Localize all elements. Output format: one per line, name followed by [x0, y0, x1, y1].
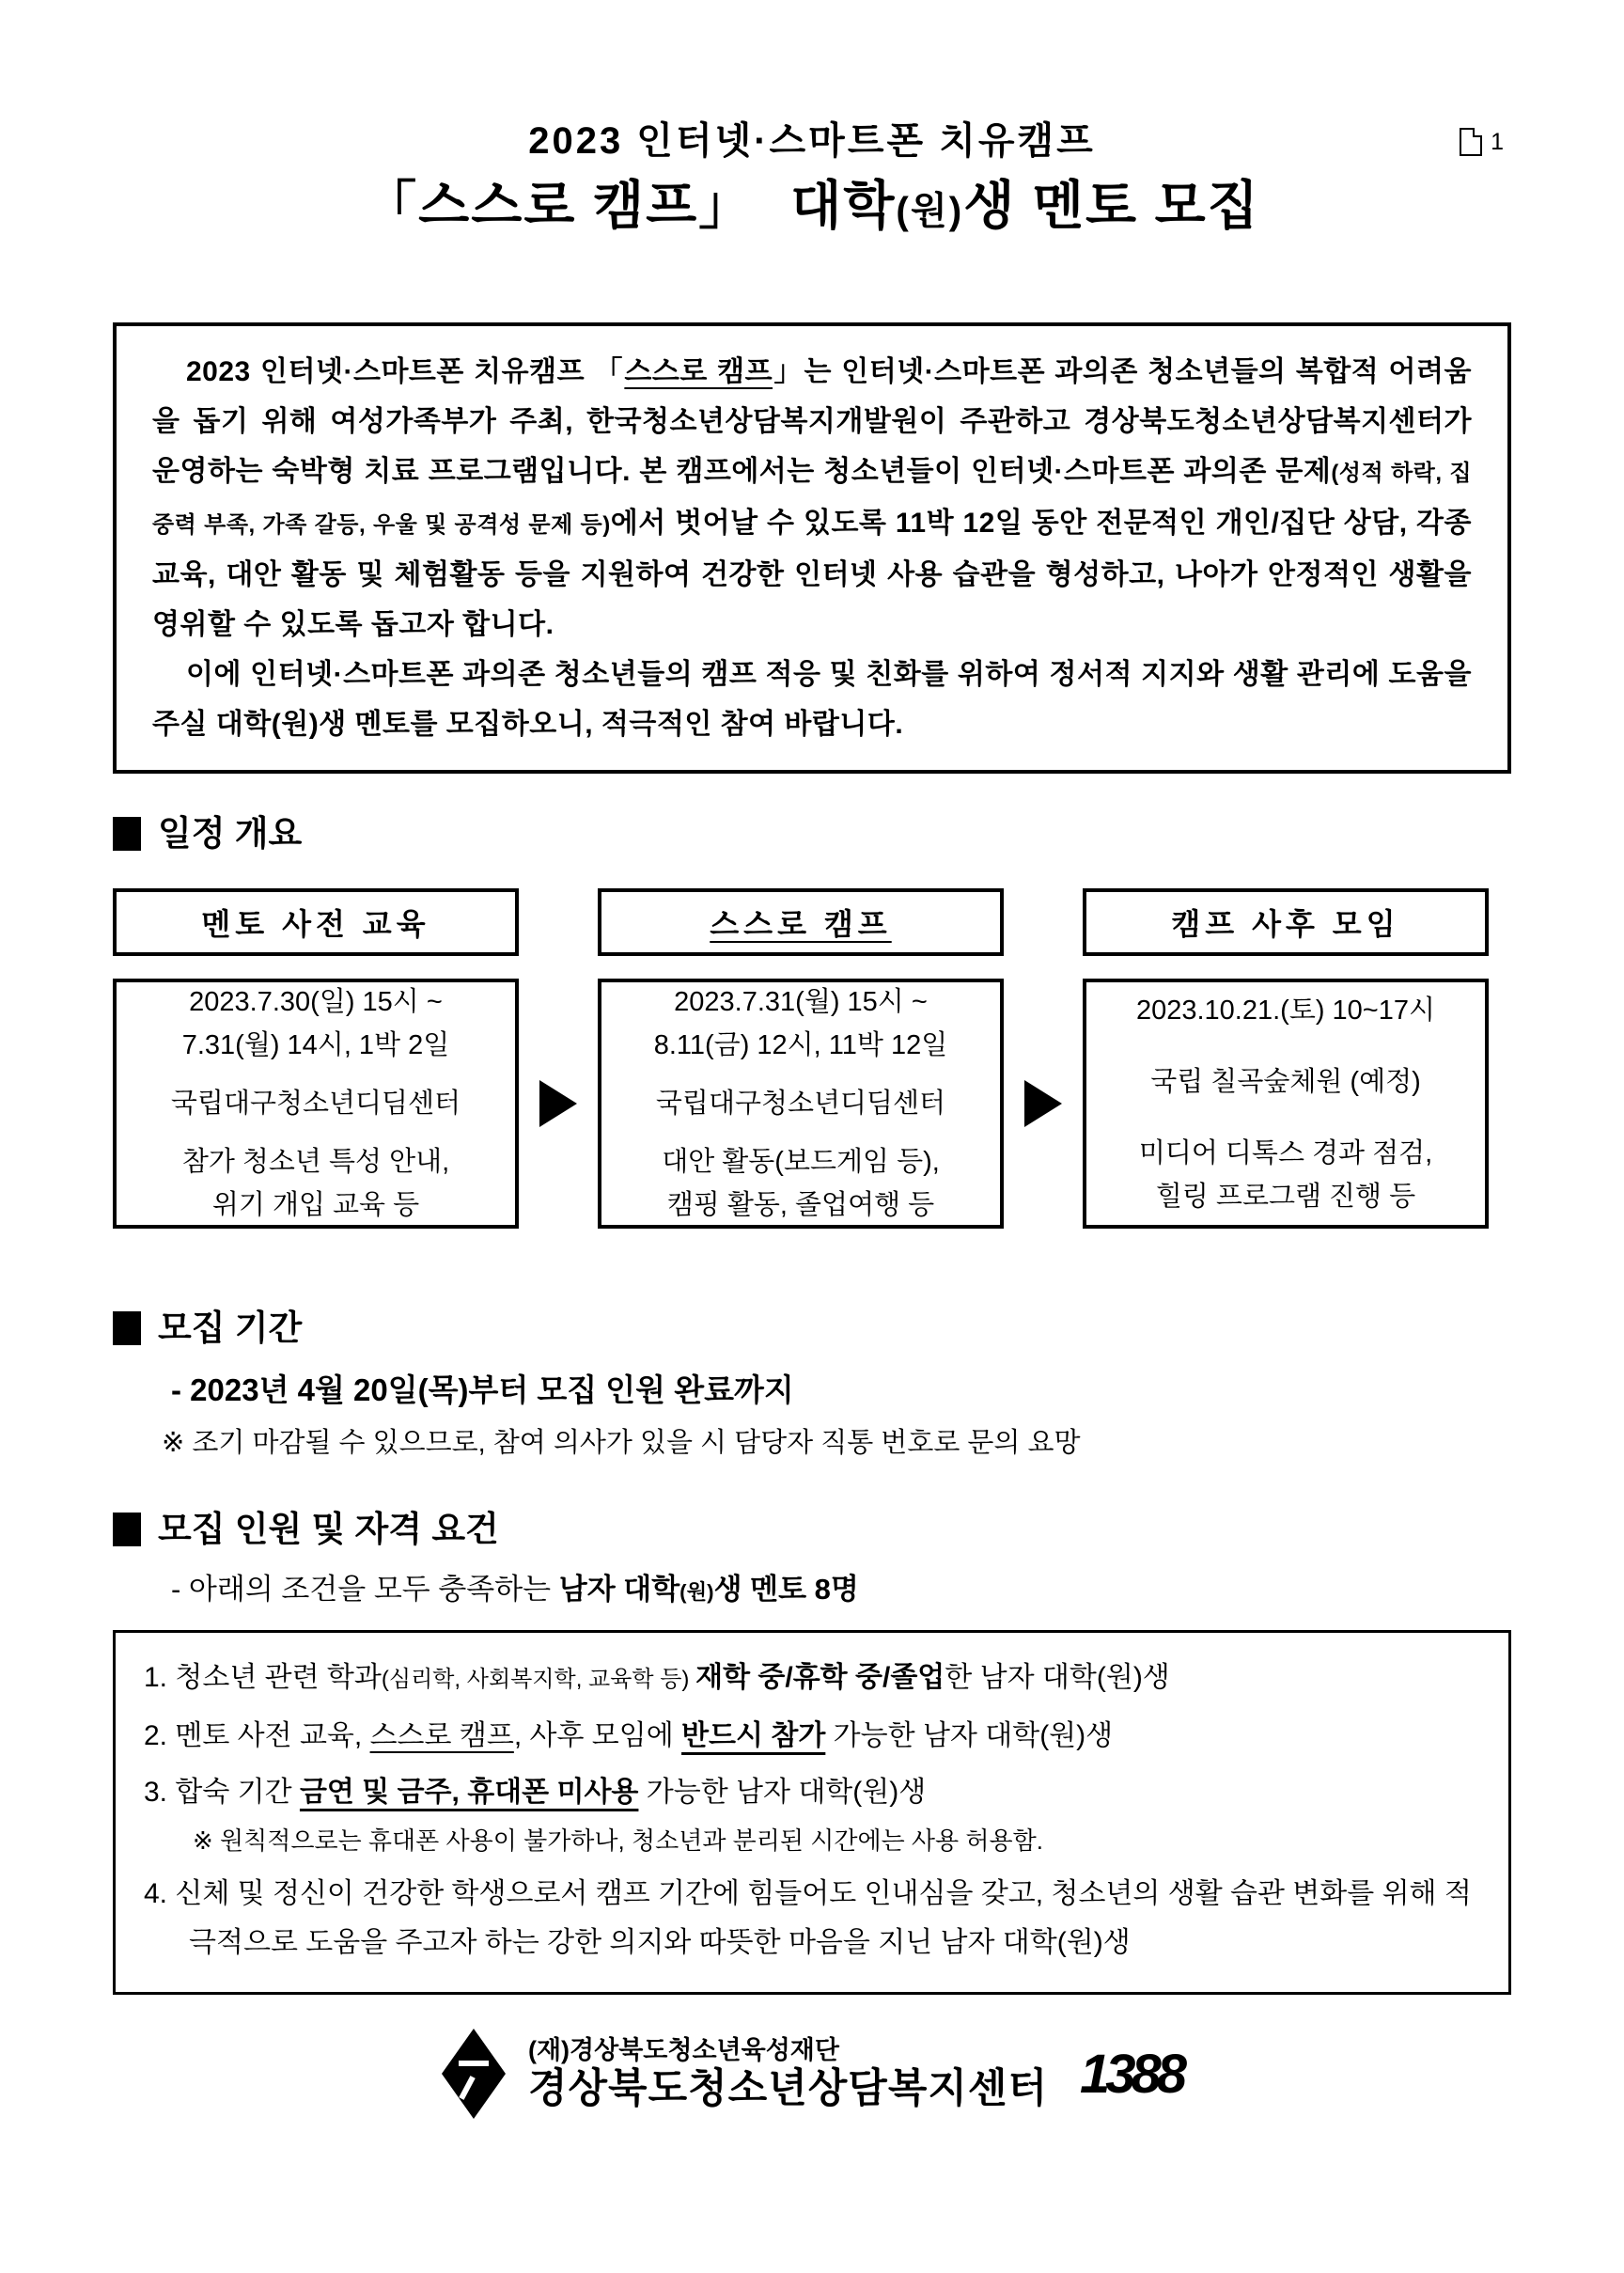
recruit-period-heading-label: 모집 기간: [158, 1309, 303, 1347]
document-page: [0, 118, 1624, 2119]
black-square-bullet-icon: [113, 817, 141, 851]
doc-title-part: 대학: [790, 176, 897, 235]
schedule-box-2-title: 스스로 캠프: [710, 907, 892, 941]
arrow-right-icon: [1024, 1080, 1062, 1127]
schedule-box-1-title: 멘토 사전 교육: [201, 907, 430, 941]
recruit-target-bold-paren: (원): [679, 1580, 714, 1604]
schedule-box-2-content: [598, 979, 1004, 1229]
schedule-activity-line: 위기 개입 교육 등: [211, 1190, 420, 1220]
qualification-text: 2. 멘토 사전 교육,: [144, 1720, 370, 1751]
recruit-target-heading: [113, 1511, 1511, 1548]
qualification-bold: 재학 중/휴학 중/졸업: [695, 1662, 945, 1693]
schedule-heading-label: 일정 개요: [158, 814, 303, 853]
schedule-activity-line: 미디어 디톡스 경과 점검,: [1138, 1138, 1433, 1168]
foundation-logo-icon: [442, 2029, 506, 2119]
arrow-right-icon: [539, 1080, 577, 1127]
black-square-bullet-icon: [113, 1311, 141, 1345]
schedule-box-2-header: [598, 888, 1004, 956]
recruit-period-heading: [113, 1309, 1511, 1347]
schedule-place-line: 국립 칠곡숲체원 (예정): [1150, 1067, 1421, 1097]
recruit-target-bold: 남자 대학: [558, 1573, 680, 1606]
qualification-underlined: 스스로 캠프: [369, 1720, 514, 1751]
document-icon: [1460, 128, 1482, 156]
schedule-box-1-header: [113, 888, 519, 956]
qualification-note: ※ 원칙적으로는 휴대폰 사용이 불가하나, 청소년과 분리된 시간에는 사용 허용함.: [193, 1826, 1043, 1855]
qualification-text: 가능한 남자 대학(원)생: [638, 1777, 927, 1808]
schedule-activity-line: 힐링 프로그램 진행 등: [1155, 1182, 1416, 1212]
doc-title-camp-name: 「스스로 캠프」: [364, 176, 754, 235]
qualification-bold-underlined: 반드시 참가: [681, 1720, 826, 1751]
qualification-item-1: [144, 1654, 1480, 1704]
intro-box: [113, 322, 1511, 774]
schedule-date-line: 2023.7.30(일) 15시 ~: [189, 987, 443, 1017]
qualification-text: , 사후 모임에: [513, 1720, 682, 1751]
schedule-grid: [113, 888, 1511, 1229]
qualifications-box: [113, 1630, 1511, 1995]
recruit-period-line: - 2023년 4월 20일(목)부터 모집 인원 완료까지: [171, 1372, 794, 1407]
recruit-period-note: ※ 조기 마감될 수 있으므로, 참여 의사가 있을 시 담당자 직통 번호로 문의 요망: [162, 1428, 1081, 1458]
qualification-text: 3. 합숙 기간: [144, 1777, 300, 1808]
schedule-place-line: 국립대구청소년디딤센터: [170, 1089, 461, 1119]
qualification-text: 1. 청소년 관련 학과: [144, 1662, 382, 1693]
footer-org-name-small: (재)경상북도청소년육성재단: [527, 2036, 839, 2064]
intro-camp-name-underlined: 스스로 캠프: [624, 356, 773, 387]
recruit-target-heading-label: 모집 인원 및 자격 요건: [158, 1510, 499, 1548]
intro-paren-note: (성적 하락, 집중력 부족, 가족 갈등, 우울 및 공격성 문제 등): [152, 461, 1473, 538]
schedule-activity-line: 참가 청소년 특성 안내,: [181, 1147, 450, 1177]
doc-subtitle: 2023 인터넷·스마트폰 치유캠프: [528, 120, 1096, 162]
schedule-activity-line: 캠핑 활동, 졸업여행 등: [666, 1190, 935, 1220]
qualification-bold-underlined: 금연 및 금주, 휴대폰 미사용: [299, 1777, 639, 1808]
footer-org-names: [528, 2035, 1048, 2112]
recruit-target-bold: 생 멘토 8명: [713, 1573, 859, 1606]
footer-org-name-large: 경상북도청소년상담복지센터: [527, 2066, 1048, 2111]
title-block: [113, 118, 1511, 242]
intro-text: 에서 벗어날 수 있도록 11박 12일 동안 전문적인 개인/집단 상담, 각종 교육, 대안 활동 및 체험활동 등을 지원하여 건강한 인터넷 사용 습관을 형성하고, 나아가 안정적인 생활을 영위할 수 있도록 돕고자 합니다.: [152, 508, 1472, 640]
qualification-item-4: 4. 신체 및 정신이 건강한 학생으로서 캠프 기간에 힘들어도 인내심을 갖고, 청소년의 생활 습관 변화를 위해 적극적으로 도움을 주고자 하는 강한 의지와 따뜻한 마음을 지닌 남자 대학(원)생: [144, 1878, 1472, 1958]
qualification-item-3: [144, 1768, 1480, 1817]
schedule-activity-line: 대안 활동(보드게임 등),: [662, 1147, 940, 1177]
schedule-heading: [113, 815, 1511, 853]
recruit-target-line: [171, 1569, 1511, 1613]
page-number: 1: [1491, 128, 1504, 155]
schedule-box-3-content: [1083, 979, 1489, 1229]
recruit-target-text: - 아래의 조건을 모두 충족하는: [171, 1573, 559, 1606]
intro-paragraph-1: [152, 347, 1472, 650]
schedule-date-line: 2023.10.21.(토) 10~17시: [1135, 995, 1436, 1026]
schedule-box-1-content: [113, 979, 519, 1229]
intro-text: 2023 인터넷·스마트폰 치유캠프 「: [186, 356, 625, 387]
schedule-box-3-header: [1083, 888, 1489, 956]
document-content: [113, 118, 1511, 2119]
intro-text: 」는 인터넷·스마트폰 과의존 청소년들의 복합적 어려움을 돕기 위해 여성가족부가 주최, 한국청소년상담복지개발원이 주관하고 경상북도청소년상담복지센터가 운영하는 숙박형 치료 프로그램입니다. 본 캠프에서는 청소년들이 인터넷·스마트폰 과의존 문제: [152, 356, 1472, 487]
qualification-item-2: [144, 1712, 1480, 1761]
page-indicator: [1460, 128, 1504, 156]
schedule-place-line: 국립대구청소년디딤센터: [655, 1089, 946, 1119]
intro-paragraph-2: 이에 인터넷·스마트폰 과의존 청소년들의 캠프 적응 및 친화를 위하여 정서적 지지와 생활 관리에 도움을 주실 대학(원)생 멘토를 모집하오니, 적극적인 참여 바랍니다.: [152, 659, 1472, 740]
doc-title-paren: (원): [896, 189, 964, 232]
schedule-box-3-title: 캠프 사후 모임: [1171, 907, 1400, 941]
footer: [113, 2029, 1511, 2119]
doc-title-part: 생 멘토 모집: [963, 176, 1260, 235]
schedule-date-line: 2023.7.31(월) 15시 ~: [674, 987, 928, 1017]
doc-title: [113, 175, 1511, 242]
qualification-text: 한 남자 대학(원)생: [945, 1662, 1170, 1693]
schedule-date-line: 7.31(월) 14시, 1박 2일: [181, 1030, 450, 1060]
hotline-1388-logo: 1388: [1079, 2043, 1183, 2105]
schedule-date-line: 8.11(금) 12시, 11박 12일: [653, 1030, 948, 1060]
qualification-text: 가능한 남자 대학(원)생: [825, 1720, 1114, 1751]
qualification-paren-note: (심리학, 사회복지학, 교육학 등): [381, 1667, 696, 1692]
black-square-bullet-icon: [113, 1513, 141, 1546]
